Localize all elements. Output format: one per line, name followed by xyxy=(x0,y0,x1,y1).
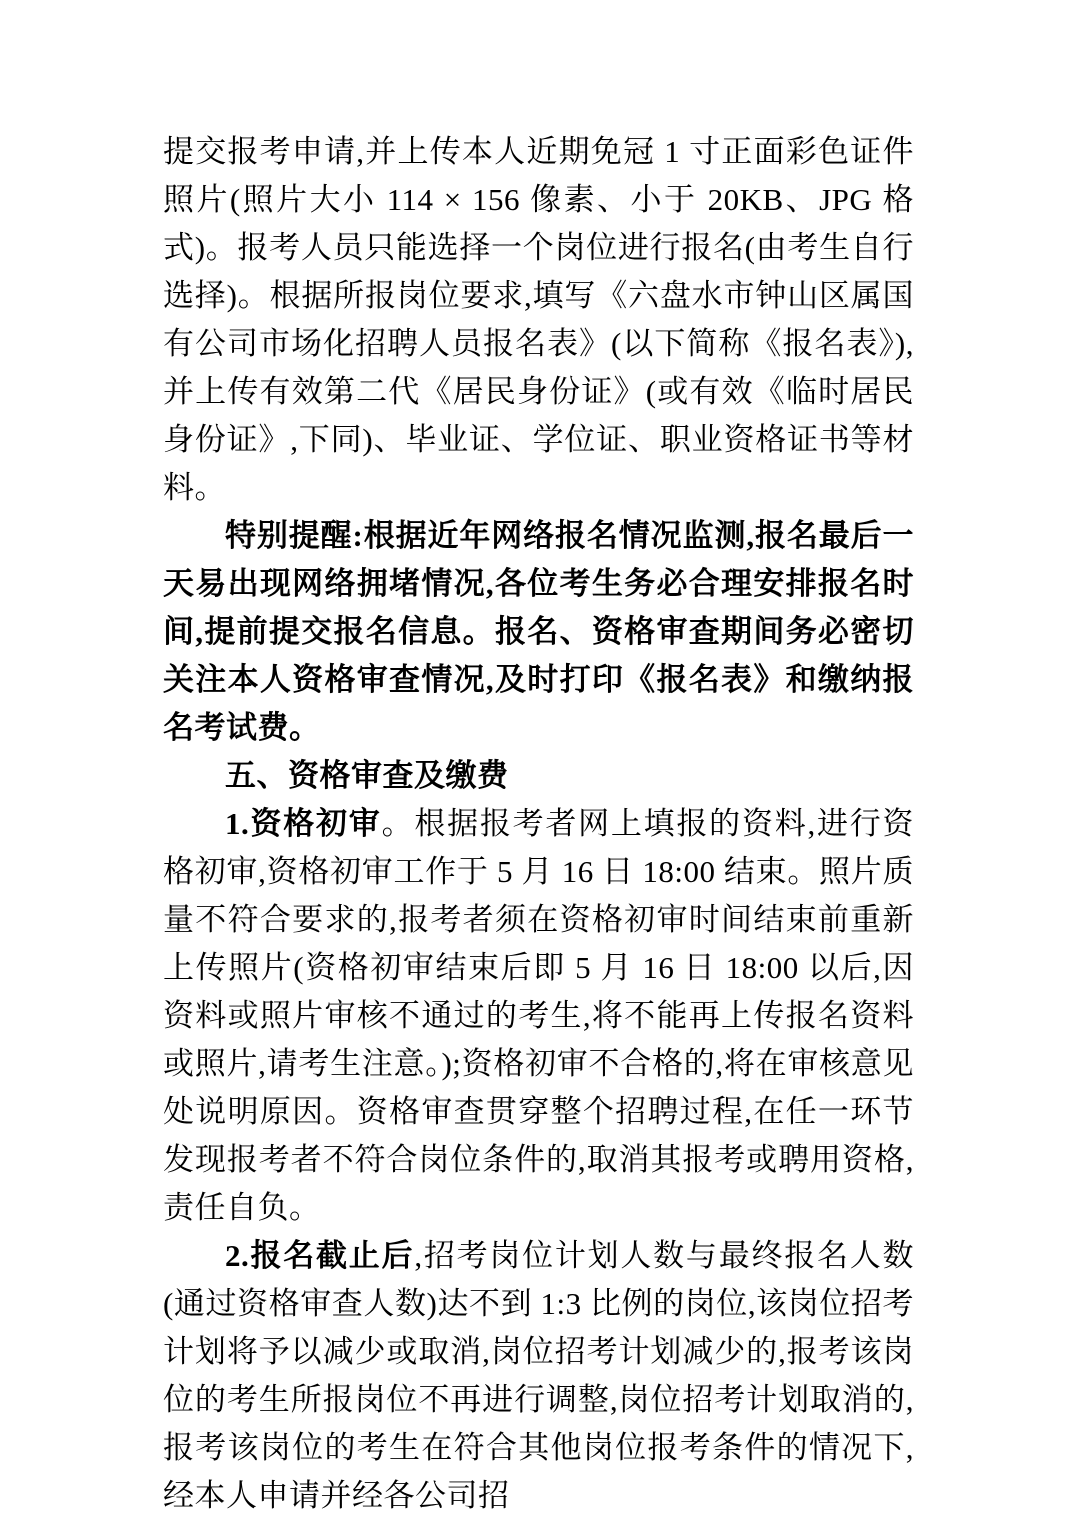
paragraph-text: 特别提醒:根据近年网络报名情况监测,报名最后一天易出现网络拥堵情况,各位考生务必合理安排报名时间,提前提交报名信息。报名、资格审查期间务必密切关注本人资格审查情况,及时打印《报名表》和缴纳报名考试费。 xyxy=(163,518,914,745)
paragraph-item-2-after-registration-deadline xyxy=(163,1232,914,1520)
paragraph-text: ,招考岗位计划人数与最终报名人数(通过资格审查人数)达不到 1:3 比例的岗位,该岗位招考计划将予以减少或取消,岗位招考计划减少的,报考该岗位的考生所报岗位不再进行调整,岗位招考计划取消的,报考该岗位的考生在符合其他岗位报考条件的情况下,经本人申请并经各公司招 xyxy=(163,1238,915,1513)
document-body xyxy=(163,128,914,1520)
heading-text: 五、资格审查及缴费 xyxy=(225,758,509,793)
paragraph-application-upload xyxy=(163,128,914,512)
item-number-label: 2.报名截止后 xyxy=(225,1238,415,1273)
paragraph-item-1-preliminary-review xyxy=(163,800,914,1232)
paragraph-special-reminder xyxy=(163,512,914,752)
paragraph-text: 。根据报考者网上填报的资料,进行资格初审,资格初审工作于 5 月 16 日 18:00 结束。照片质量不符合要求的,报考者须在资格初审时间结束前重新上传照片(资格初审结束后即 5 月 16 日 18:00 以后,因资料或照片审核不通过的考生,将不能再上传报名资料或照片,请考生注意。);资格初审不合格的,将在审核意见处说明原因。资格审查贯穿整个招聘过程,在任一环节发现报考者不符合岗位条件的,取消其报考或聘用资格,责任自负。 xyxy=(163,806,915,1225)
heading-section-five xyxy=(163,752,914,800)
item-number-label: 1.资格初审 xyxy=(225,806,382,841)
paragraph-text: 提交报考申请,并上传本人近期免冠 1 寸正面彩色证件照片(照片大小 114 × 156 像素、小于 20KB、JPG 格式)。报考人员只能选择一个岗位进行报名(由考生自行选择)。根据所报岗位要求,填写《六盘水市钟山区属国有公司市场化招聘人员报名表》(以下简称《报名表》),并上传有效第二代《居民身份证》(或有效《临时居民身份证》,下同)、毕业证、学位证、职业资格证书等材料。 xyxy=(163,134,914,505)
